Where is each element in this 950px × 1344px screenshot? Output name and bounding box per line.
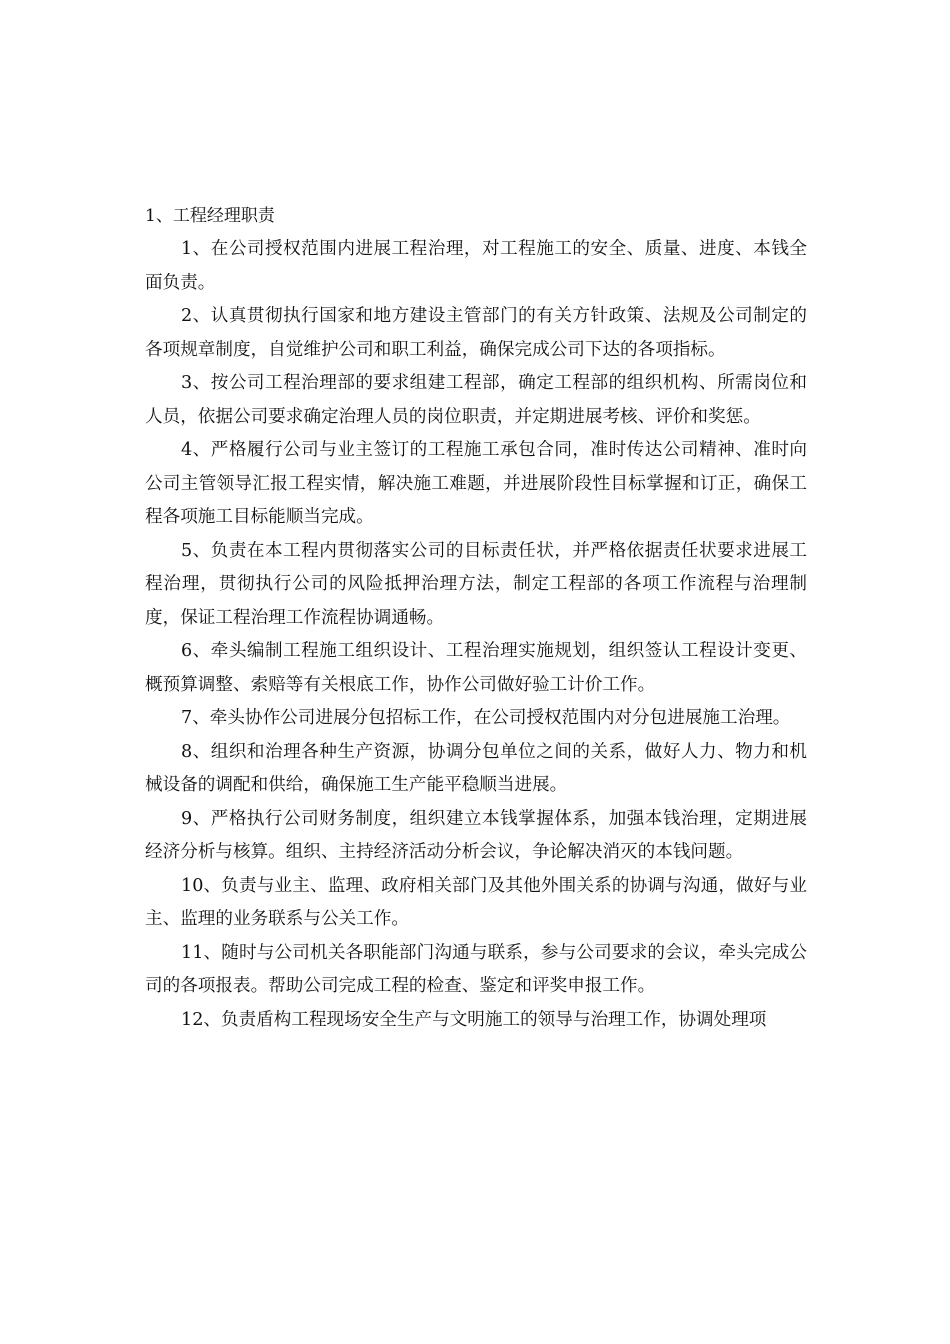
paragraph-8: 8、组织和治理各种生产资源，协调分包单位之间的关系，做好人力、物力和机械设备的调配和供给，确保施工生产能平稳顺当进展。 xyxy=(145,741,807,795)
document-body xyxy=(145,200,807,1037)
paragraph-2: 2、认真贯彻执行国家和地方建设主管部门的有关方针政策、法规及公司制定的各项规章制度，自觉维护公司和职工利益，确保完成公司下达的各项指标。 xyxy=(145,306,807,360)
paragraph-10: 10、负责与业主、监理、政府相关部门及其他外围关系的协调与沟通，做好与业主、监理的业务联系与公关工作。 xyxy=(145,875,807,929)
paragraph-3: 3、按公司工程治理部的要求组建工程部，确定工程部的组织机构、所需岗位和人员，依据公司要求确定治理人员的岗位职责，并定期进展考核、评价和奖惩。 xyxy=(145,373,807,427)
paragraph-6: 6、牵头编制工程施工组织设计、工程治理实施规划，组织签认工程设计变更、概预算调整、索赔等有关根底工作，协作公司做好验工计价工作。 xyxy=(145,641,807,695)
paragraph-7: 7、牵头协作公司进展分包招标工作，在公司授权范围内对分包进展施工治理。 xyxy=(181,708,791,728)
paragraph-5: 5、负责在本工程内贯彻落实公司的目标责任状，并严格依据责任状要求进展工程治理，贯彻执行公司的风险抵押治理方法，制定工程部的各项工作流程与治理制度，保证工程治理工作流程协调通畅。 xyxy=(145,540,807,628)
paragraph-12: 12、负责盾构工程现场安全生产与文明施工的领导与治理工作，协调处理项 xyxy=(181,1009,767,1030)
paragraph-1: 1、在公司授权范围内进展工程治理，对工程施工的安全、质量、进度、本钱全面负责。 xyxy=(145,239,807,293)
paragraph-4: 4、严格履行公司与业主签订的工程施工承包合同，准时传达公司精神、准时向公司主管领导汇报工程实情，解决施工难题，并进展阶段性目标掌握和订正，确保工程各项施工目标能顺当完成。 xyxy=(145,440,807,527)
paragraph-9: 9、严格执行公司财务制度，组织建立本钱掌握体系，加强本钱治理，定期进展经济分析与核算。组织、主持经济活动分析会议，争论解决消灭的本钱问题。 xyxy=(145,808,807,862)
paragraph-11: 11、随时与公司机关各职能部门沟通与联系，参与公司要求的会议，牵头完成公司的各项报表。帮助公司完成工程的检查、鉴定和评奖申报工作。 xyxy=(145,942,807,996)
section-heading: 1、工程经理职责 xyxy=(145,206,275,226)
